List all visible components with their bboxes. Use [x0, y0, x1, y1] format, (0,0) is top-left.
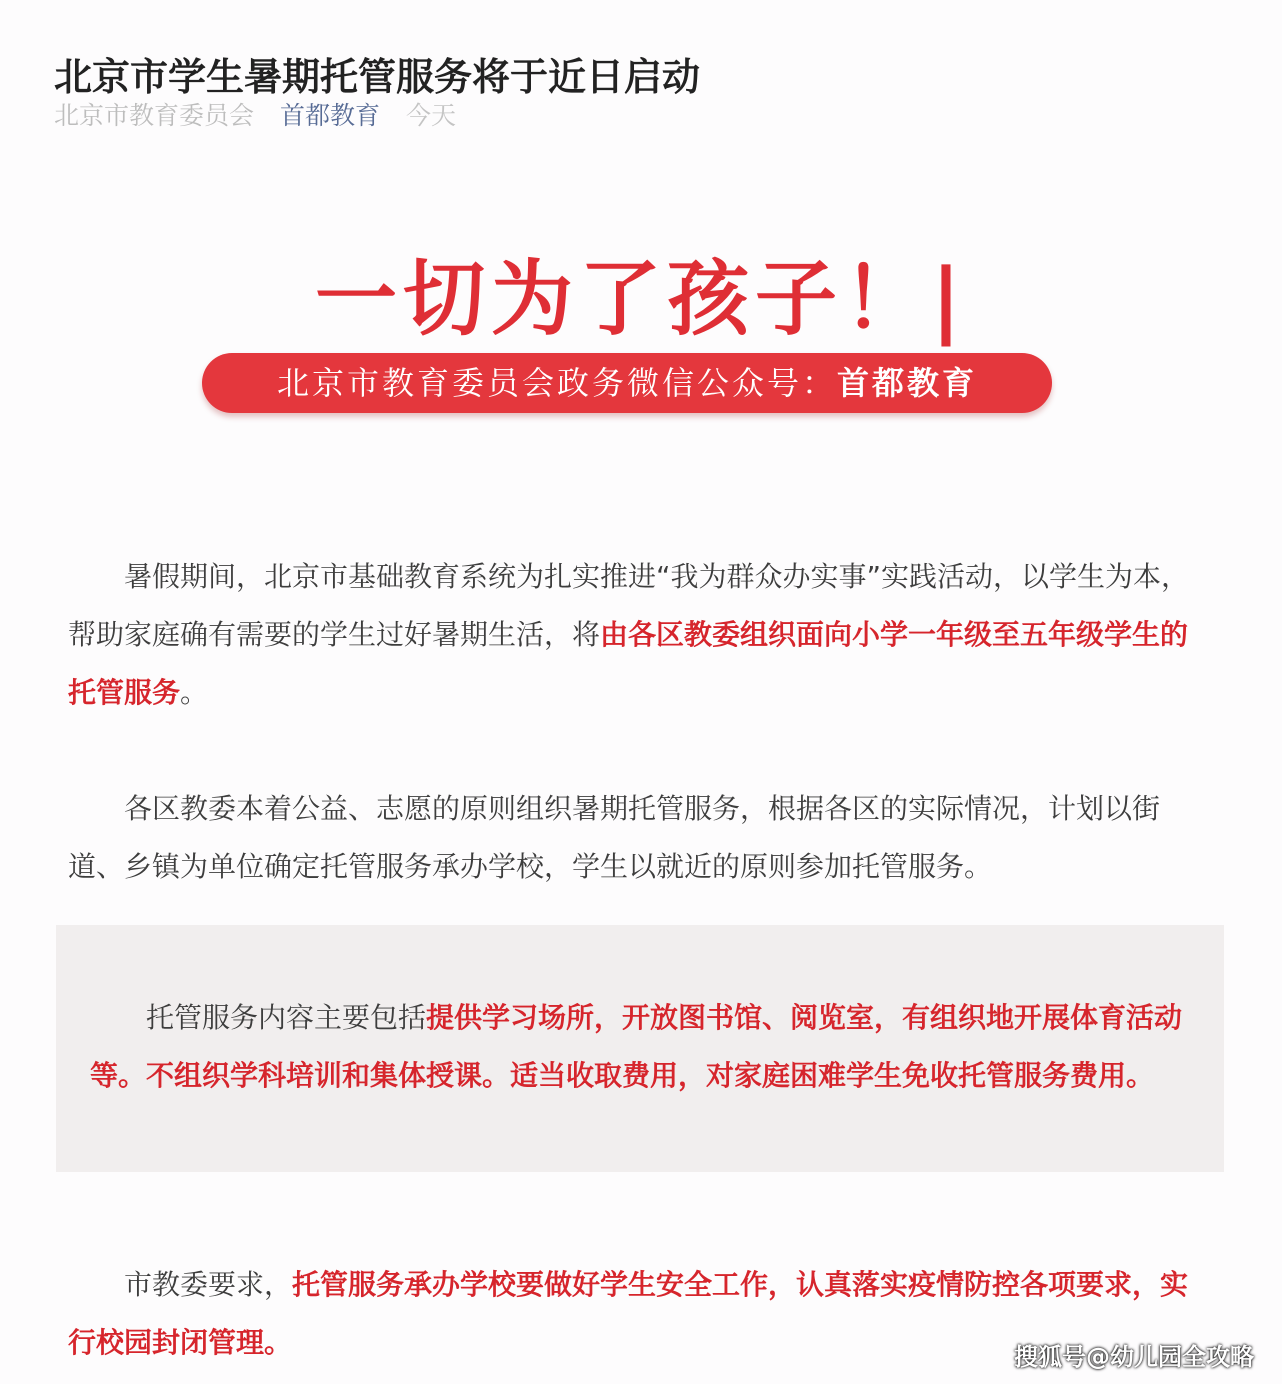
publish-date: 今天 [405, 101, 456, 130]
paragraph-3-text: 托管服务内容主要包括 [146, 1001, 427, 1034]
quote-box [56, 925, 1224, 1172]
author-name: 北京市教育委员会 [54, 101, 255, 130]
paragraph-3 [90, 989, 1186, 1105]
paragraph-3-highlight: 提供学习场所，开放图书馆、阅览室，有组织地开展体育活动等。不组织学科培训和集体授课。适当收取费用，对家庭困难学生免收托管服务费用。 [90, 1001, 1183, 1092]
banner-pill [202, 353, 1052, 413]
paragraph-1 [68, 548, 1212, 722]
banner-slogan: 一切为了孩子！| [315, 252, 967, 347]
banner-pill-highlight: 首都教育 [837, 364, 978, 402]
article-meta [54, 98, 474, 134]
paragraph-1-highlight: 由各区教委组织面向小学一年级至五年级学生的托管服务 [68, 618, 1189, 709]
banner-pill-text: 北京市教育委员会政务微信公众号： [276, 364, 837, 402]
account-link[interactable]: 首都教育 [279, 101, 380, 130]
paragraph-4-highlight: 托管服务承办学校要做好学生安全工作，认真落实疫情防控各项要求，实行校园封闭管理。 [68, 1268, 1189, 1359]
paragraph-1-tail: 。 [180, 676, 209, 709]
paragraph-1-text: 暑假期间，北京市基础教育系统为扎实推进“我为群众办实事”实践活动，以学生为本，帮助家庭确有需要的学生过好暑期生活，将 [68, 560, 1190, 651]
paragraph-2 [68, 780, 1212, 896]
watermark: 搜狐号@幼儿园全攻略 [1014, 1343, 1254, 1371]
paragraph-4-text: 市教委要求， [124, 1268, 293, 1301]
paragraph-2-text: 各区教委本着公益、志愿的原则组织暑期托管服务，根据各区的实际情况，计划以街道、乡镇为单位确定托管服务承办学校，学生以就近的原则参加托管服务。 [68, 792, 1161, 883]
article-title: 北京市学生暑期托管服务将于近日启动 [54, 55, 701, 100]
